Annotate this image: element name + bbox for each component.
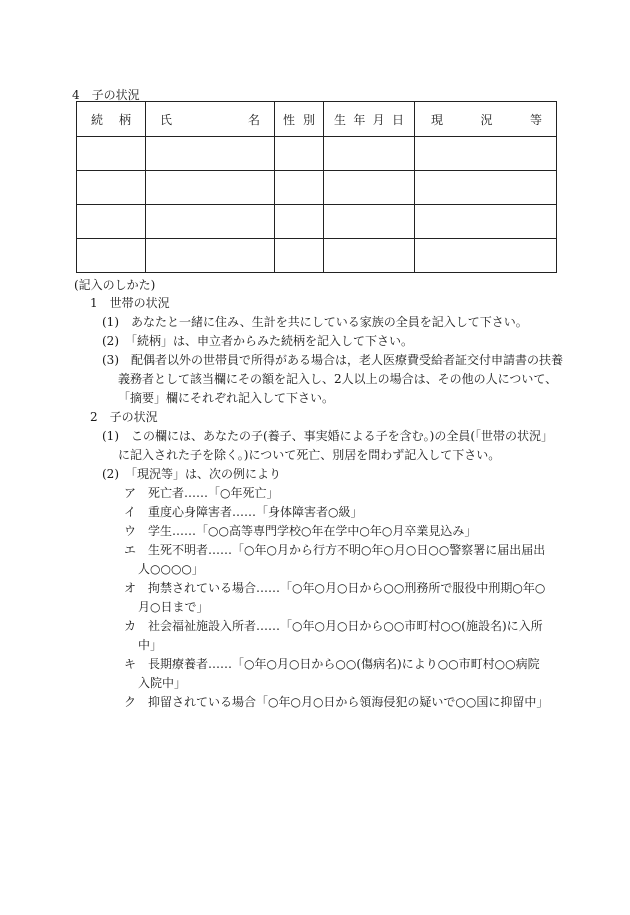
cell-relationship[interactable] [77, 205, 146, 239]
cell-name[interactable] [146, 205, 275, 239]
example-item: ア 死亡者……「○年死亡」 [124, 486, 279, 500]
example-item: キ 長期療養者……「○年○月○日から○○(傷病名)により○○市町村○○病院 [124, 657, 540, 671]
table-header-row [77, 102, 557, 137]
cell-birthdate[interactable] [324, 239, 415, 273]
cell-sex[interactable] [275, 171, 324, 205]
instruction-section-children: 2 子の状況 [90, 410, 158, 424]
instruction-line: (1) この欄には、あなたの子(養子、事実婚による子を含む。)の全員(「世帯の状況」 [102, 429, 554, 443]
example-item: エ 生死不明者……「○年○月から行方不明○年○月○日○○警察署に届出届出 [124, 543, 546, 557]
instruction-line: (2) 「現況等」は、次の例により [102, 467, 281, 481]
instruction-line: (2) 「続柄」は、申立者からみた続柄を記入して下さい。 [102, 334, 414, 348]
cell-current-status[interactable] [415, 205, 557, 239]
cell-sex[interactable] [275, 205, 324, 239]
table-row [77, 205, 557, 239]
cell-relationship[interactable] [77, 171, 146, 205]
section-heading: 4 子の状況 [72, 88, 140, 102]
cell-birthdate[interactable] [324, 171, 415, 205]
table-row [77, 239, 557, 273]
instruction-line: (1) あなたと一緒に住み、生計を共にしている家族の全員を記入して下さい。 [102, 315, 528, 329]
example-item-continuation: 入院中」 [138, 676, 187, 690]
example-item: ウ 学生……「○○高等専門学校○年在学中○年○月卒業見込み」 [124, 524, 477, 538]
instruction-line: (3) 配偶者以外の世帯員で所得がある場合は，老人医療費受給者証交付申請書の扶養 [102, 353, 564, 367]
cell-name[interactable] [146, 171, 275, 205]
cell-current-status[interactable] [415, 171, 557, 205]
instruction-line: に記入された子を除く。)について死亡、別居を問わず記入して下さい。 [118, 448, 501, 462]
header-sex: 性 別 [275, 102, 324, 137]
instructions-title: (記入のしかた) [74, 278, 156, 292]
header-relationship: 続 柄 [77, 102, 146, 137]
cell-name[interactable] [146, 137, 275, 171]
instruction-section-household: 1 世帯の状況 [90, 296, 170, 310]
table-row [77, 137, 557, 171]
example-item: オ 拘禁されている場合……「○年○月○日から○○刑務所で服役中刑期○年○ [124, 581, 546, 595]
example-item: カ 社会福祉施設入所者……「○年○月○日から○○市町村○○(施設名)に入所 [124, 619, 543, 633]
header-birthdate: 生 年 月 日 [324, 102, 415, 137]
header-name: 氏 名 [146, 102, 275, 137]
example-item-continuation: 人○○○○」 [138, 562, 204, 576]
example-item: イ 重度心身障害者……「身体障害者○級」 [124, 505, 363, 519]
cell-sex[interactable] [275, 239, 324, 273]
cell-current-status[interactable] [415, 137, 557, 171]
example-item-continuation: 月○日まで」 [138, 600, 209, 614]
instruction-line: 「摘要」欄にそれぞれ記入して下さい。 [118, 391, 335, 405]
cell-sex[interactable] [275, 137, 324, 171]
header-current-status: 現 況 等 [415, 102, 557, 137]
cell-birthdate[interactable] [324, 137, 415, 171]
cell-relationship[interactable] [77, 137, 146, 171]
cell-current-status[interactable] [415, 239, 557, 273]
cell-birthdate[interactable] [324, 205, 415, 239]
example-item-continuation: 中」 [138, 638, 163, 652]
children-status-table [76, 101, 557, 273]
cell-name[interactable] [146, 239, 275, 273]
table-row [77, 171, 557, 205]
instruction-line: 義務者として該当欄にその額を記入し、2人以上の場合は、その他の人について、 [118, 372, 558, 386]
example-item: ク 抑留されている場合「○年○月○日から領海侵犯の疑いで○○国に抑留中」 [124, 695, 549, 709]
cell-relationship[interactable] [77, 239, 146, 273]
